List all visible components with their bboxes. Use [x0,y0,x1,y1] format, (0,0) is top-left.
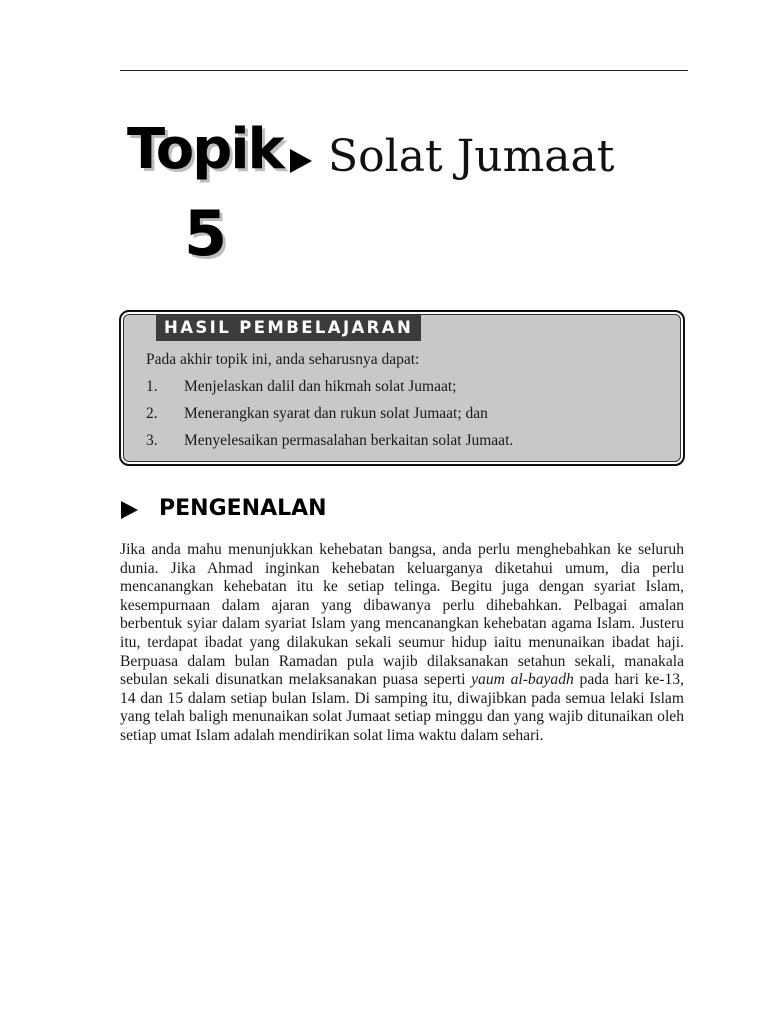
outcome-text: Menyelesaikan permasalahan berkaitan solat Jumaat. [184,432,514,449]
section-arrow-icon [121,501,138,519]
paragraph-text-continued: pada hari ke-13, 14 dan 15 dalam setiap bulan Islam. Di samping itu, diwajibkan pada semua lelaki Islam yang telah baligh menunaikan solat Jumaat setiap minggu dan yang wajib ditunaikan oleh setiap umat Islam adalah mendirikan solat lima waktu dalam sehari. [120,671,684,744]
outcome-number: 1. [146,378,158,395]
chapter-number: 5 [184,197,228,270]
intro-paragraph [120,541,684,746]
outcome-number: 2. [146,405,158,422]
outcome-text: Menjelaskan dalil dan hikmah solat Jumaat; [184,378,457,395]
section-heading: PENGENALAN [159,496,327,521]
chapter-label: Topik [127,117,283,182]
chapter-title: Solat Jumaat [328,131,615,182]
paragraph-text: Jika anda mahu menunjukkan kehebatan bangsa, anda perlu menghebahkan ke seluruh dunia. Jika Ahmad inginkan kehebatan keluarganya diketahui umum, dia perlu mencanangkan kehebatan itu ke setiap telinga. Begitu juga dengan syariat Islam, kesempurnaan dalam ajaran yang dibawanya perlu dihebahkan. Pelbagai amalan berbentuk syiar dalam syariat Islam yang mencanangkan kehebatan agama Islam. Justeru itu, terdapat ibadat yang dilakukan sekali seumur hidup iaitu menunaikan ibadat haji. Berpuasa dalam bulan Ramadan pula wajib dilaksanakan setahun sekali, manakala sebulan sekali disunatkan melaksanakan puasa seperti [120,541,684,689]
outcome-number: 3. [146,432,158,449]
learning-outcomes-heading: HASIL PEMBELAJARAN [156,315,421,341]
learning-outcomes-intro: Pada akhir topik ini, anda seharusnya dapat: [146,351,420,368]
play-arrow-icon [290,149,312,173]
outcome-text: Menerangkan syarat dan rukun solat Jumaat; dan [184,405,488,422]
top-rule [120,70,688,71]
paragraph-italic-term: yaum al-bayadh [471,671,574,689]
